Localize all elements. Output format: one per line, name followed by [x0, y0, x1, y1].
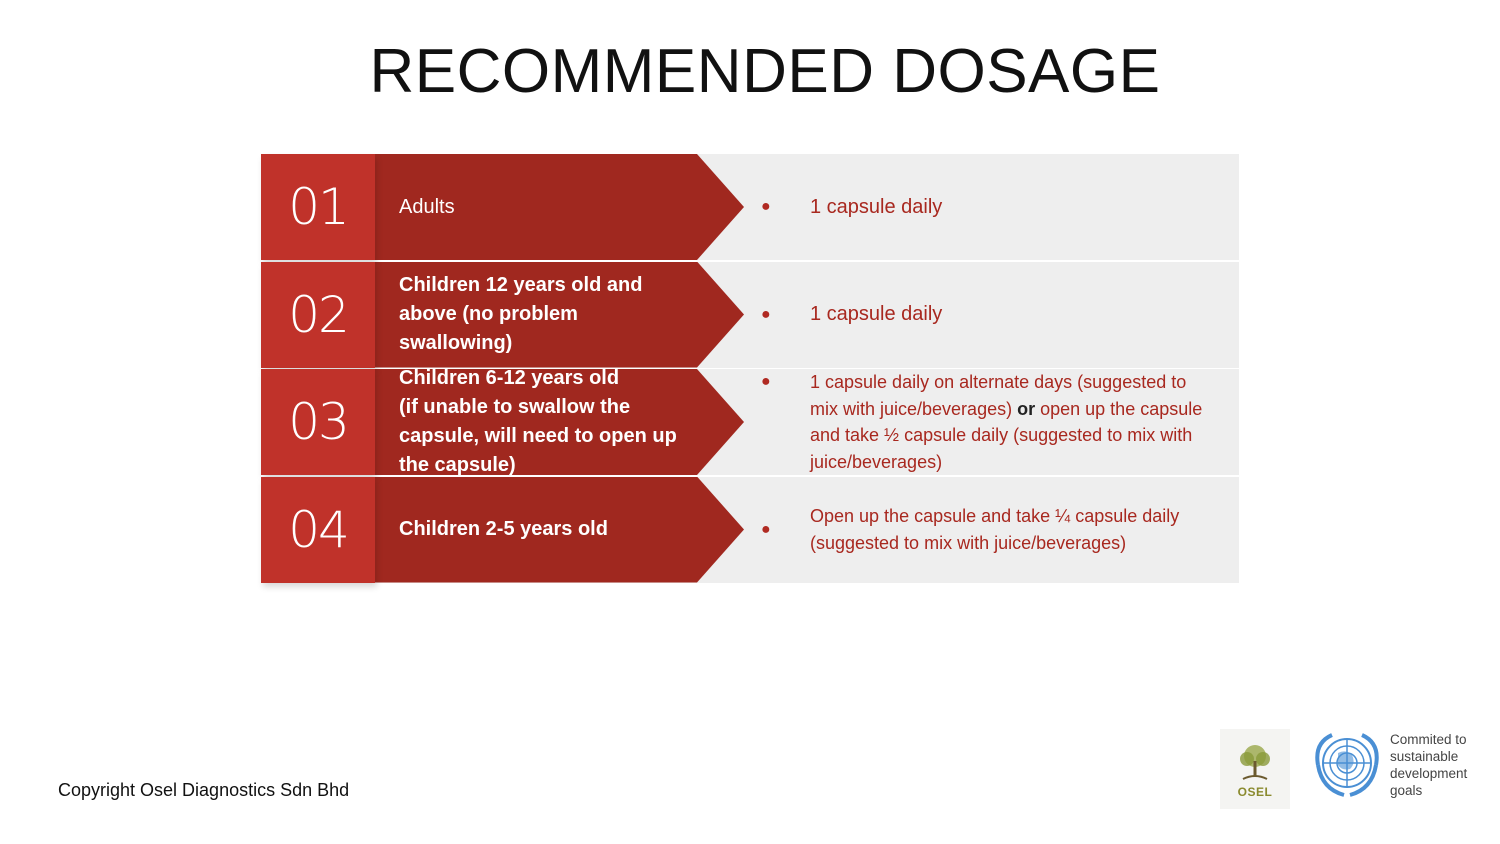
- sdg-commitment-text: Commited to sustainable development goals: [1390, 732, 1468, 798]
- tree-logo-icon: [1235, 743, 1275, 783]
- row-dosage: 1 capsule daily: [810, 195, 943, 218]
- page-title: RECOMMENDED DOSAGE: [369, 37, 1161, 106]
- dosage-row: [261, 477, 1239, 583]
- dosage-part: open up the capsule and take ½ capsule daily (suggested to mix with juice/beverages): [810, 398, 1203, 472]
- dosage-part: 1 capsule daily on alternate days (suggested to mix with juice/beverages): [810, 372, 1187, 419]
- bullet-icon: ●: [761, 520, 771, 538]
- row-number: 04: [261, 477, 375, 583]
- row-label-line: (if unable to swallow the capsule, will need to open up the capsule): [399, 396, 677, 476]
- dosage-row: [261, 262, 1239, 368]
- row-dosage: 1 capsule daily: [810, 303, 943, 325]
- dosage-row: [261, 369, 1239, 475]
- row-label: Children 12 years old and above (no problem swallowing): [399, 274, 643, 354]
- row-label: Adults: [399, 195, 455, 218]
- dosage-or: or: [1017, 398, 1036, 419]
- row-label-line: Children 6-12 years old: [399, 367, 620, 389]
- row-label: Children 2-5 years old: [399, 518, 608, 540]
- copyright-text: Copyright Osel Diagnostics Sdn Bhd: [58, 780, 350, 800]
- bullet-icon: ●: [761, 198, 771, 215]
- row-label: [399, 364, 689, 480]
- osel-logo: [1220, 729, 1290, 809]
- row-dosage: [810, 369, 1210, 475]
- bullet-icon: ●: [761, 305, 771, 323]
- osel-logo-text: OSEL: [1237, 785, 1273, 799]
- row-dosage: Open up the capsule and take ¼ capsule daily (suggested to mix with juice/beverages): [810, 505, 1180, 553]
- dosage-table: [261, 154, 1239, 584]
- bullet-icon: ●: [761, 373, 771, 390]
- row-number: 03: [261, 369, 375, 475]
- row-number: 01: [261, 154, 375, 260]
- dosage-row: [261, 154, 1239, 260]
- row-number: 02: [261, 262, 375, 368]
- un-emblem-icon: [1308, 731, 1386, 799]
